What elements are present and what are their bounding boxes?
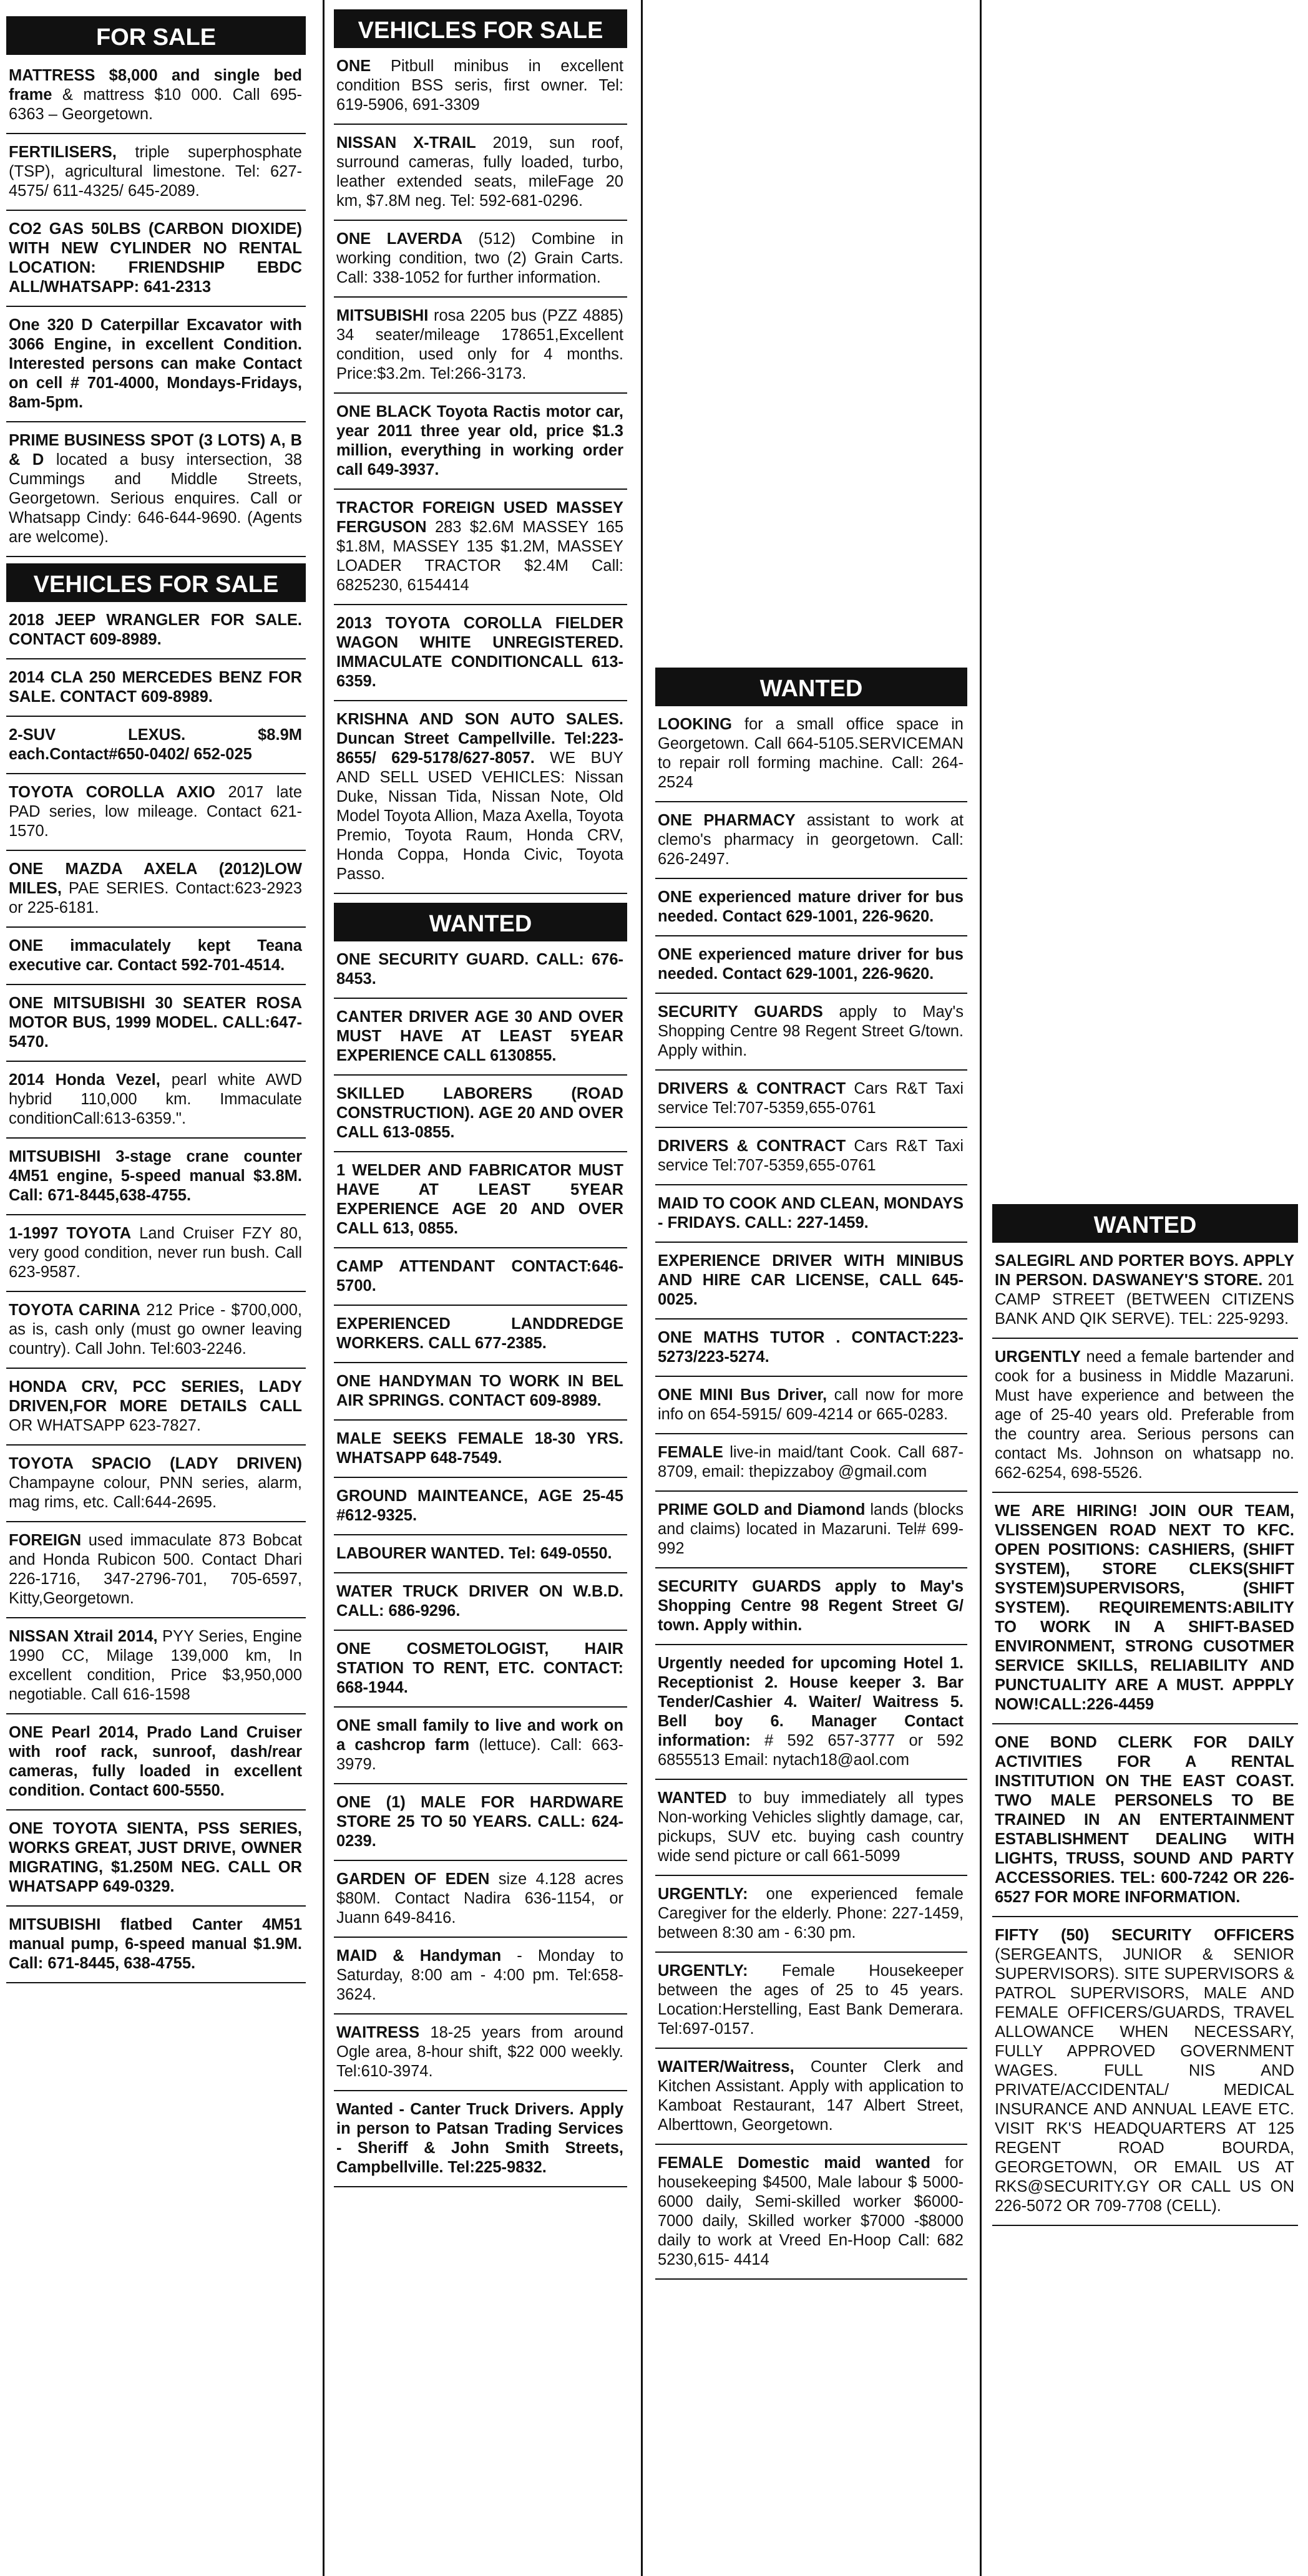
classified-ad [334,1708,627,1784]
classified-ad [334,1478,627,1535]
ad-body-text: (SERGEANTS, JUNIOR & SENIOR SUPERVISORS). SITE SUPERVISORS & PATROL SUPERVISORS, MALE AND FEMALE OFFICERS/GUARDS, TRAVEL ALLOWANCE WHEN NECESSARY, FULLY APPROVED GOVERNMENT WAGES. FULL NIS AND PRIVATE/ACCIDENTAL/ MEDICAL INSURANCE AND ANNUAL LEAVE ETC. VISIT RK'S HEADQUARTERS AT 125 REGENT ROAD BOURDA, GEORGETOWN, OR EMAIL US AT RKS@SECURITY.GY OR CALL US ON 226-5072 OR 709-7708 (CELL). [995,1946,1294,2215]
ad-body-text: size 4.128 acres $80M. Contact Nadira 636-1154, or Juann 649-8416. [336,1870,623,1927]
classified-ad [992,1493,1298,1724]
ad-body-text: WE BUY AND SELL USED VEHICLES: Nissan Duke, Nissan Tida, Nissan Note, Old Model Toyota Allion, Maza Axella, Toyota Premio, Toyota Raum, Honda CRV, Honda Coppa, Honda Civic, Toyota Passo. [336,749,623,883]
section-header-wanted: WANTED [992,1204,1298,1243]
classified-ad [334,2091,627,2187]
ad-body-text: apply to May's Shopping Centre 98 Regent Street G/town. Apply within. [658,1003,964,1059]
ad-body-text: used immaculate 873 Bobcat and Honda Rubicon 500. Contact Dhari 226-1716, 347-2796-701, 705-6597, Kitty,Georgetown. [9,1532,302,1607]
ad-lead-text: ONE MINI Bus Driver, [658,1386,827,1404]
classified-ad [6,851,306,928]
ad-body-text: 283 $2.6M MASSEY 165 $1.8M, MASSEY 135 $1.2M, MASSEY LOADER TRACTOR $2.4M Call: 6825230, 6154414 [336,518,623,594]
ad-lead-text: WE ARE HIRING! JOIN OUR TEAM, VLISSENGEN ROAD NEXT TO KFC. OPEN POSITIONS: CASHIERS, (SHIFT SYSTEM), STORE CLEKS(SHIFT SYSTEM)SUPERVISORS, (SHIFT SYSTEM). REQUIREMENTS:ABILITY TO WORK IN A SHIFT-BASED ENVIRONMENT, STRONG CUSOTMER SERVICE SKILLS, RELIABILITY AND PUNCTUALITY ARE A MUST. APPPLY NOW!CALL:226-4459 [995,1502,1294,1713]
ad-lead-text: Urgently needed for upcoming Hotel 1. Receptionist 2. House keeper 3. Bar Tender/Cashier 4. Waiter/ Waitress 5. Bell boy 6. Manager Contact information: [658,1655,964,1749]
ad-lead-text: WAITRESS [336,2024,420,2041]
ad-lead-text: MITSUBISHI 3-stage crane counter 4M51 engine, 5-speed manual $3.8M. Call: 671-8445,638-4755. [9,1148,302,1204]
ad-lead-text: 2018 JEEP WRANGLER FOR SALE. CONTACT 609-8989. [9,611,302,648]
classified-ad [6,422,306,557]
classified-ad [6,1522,306,1618]
section-header-vehicles-for-sale: VEHICLES FOR SALE [334,9,627,48]
ad-lead-text: FIFTY (50) SECURITY OFFICERS [995,1927,1294,1944]
classified-ad [655,1876,967,1953]
classified-ad [6,57,306,134]
vehicle-ad-list [6,602,306,1983]
classified-ad [334,1784,627,1861]
ad-lead-text: NISSAN Xtrail 2014, [9,1628,158,1645]
ad-body-text: assistant to work at clemo's pharmacy in georgetown. Call: 626-2497. [658,812,964,868]
ad-lead-text: GROUND MAINTEANCE, AGE 25-45 #612-9325. [336,1487,623,1524]
classified-ad [6,307,306,422]
ad-lead-text: WANTED [658,1789,727,1807]
section-header-wanted: WANTED [655,668,967,706]
classified-ad [655,936,967,994]
ad-body-text: PYY Series, Engine 1990 CC, Milage 139,000 km, In excellent condition, Price $3,950,000 negotiable. Call 616-1598 [9,1628,302,1703]
ad-lead-text: PRIME GOLD and Diamond [658,1501,866,1519]
ad-body-text: lands (blocks and claims) located in Mazaruni. Tel# 699-992 [658,1501,964,1557]
ad-lead-text: GARDEN OF EDEN [336,1870,490,1888]
classified-ad [655,2049,967,2145]
classified-ad [334,1861,627,1938]
ad-body-text: (512) Combine in working condition, two (2) Grain Carts. Call: 338-1052 for further information. [336,230,623,286]
classified-ad [334,2015,627,2091]
ad-lead-text: ONE small family to live and work on a cashcrop farm [336,1717,623,1754]
classified-ad [334,605,627,701]
classified-ad [334,1076,627,1152]
ad-body-text: - Monday to Saturday, 8:00 am - 4:00 pm. Tel:658-3624. [336,1947,623,2003]
ad-lead-text: ONE MATHS TUTOR . CONTACT:223-5273/223-5274. [658,1329,964,1366]
ad-lead-text: DRIVERS & CONTRACT [658,1137,846,1155]
classified-ad [6,211,306,307]
ad-lead-text: MAID & Handyman [336,1947,502,1965]
classified-ad [992,1243,1298,1339]
ad-lead-text: MAID TO COOK AND CLEAN, MONDAYS - FRIDAYS. CALL: 227-1459. [658,1195,964,1232]
classified-ad [334,1248,627,1306]
ad-lead-text: ONE BLACK Toyota Ractis motor car, year 2011 three year old, price $1.3 million, everything in working order call 649-3937. [336,403,623,479]
ad-lead-text: EXPERIENCE DRIVER WITH MINIBUS AND HIRE CAR LICENSE, CALL 645-0025. [658,1252,964,1308]
ad-lead-text: URGENTLY: [658,1962,748,1980]
ad-lead-text: 2-SUV LEXUS. $8.9M each.Contact#650-0402/ 652-025 [9,726,302,763]
ad-lead-text: 1 WELDER AND FABRICATOR MUST HAVE AT LEAST 5YEAR EXPERIENCE AGE 20 AND OVER CALL 613, 0855. [336,1162,623,1237]
ad-body-text: Counter Clerk and Kitchen Assistant. Apply with application to Kamboat Restaurant, 147 Albert Street, Alberttown, Georgetown. [658,2058,964,2134]
wanted-ad-list [655,706,967,2280]
ad-lead-text: ONE TOYOTA SIENTA, PSS SERIES, WORKS GREAT, JUST DRIVE, OWNER MIGRATING, $1.250M NEG. CALL OR WHATSAPP 649-0329. [9,1820,302,1895]
ad-lead-text: ONE MITSUBISHI 30 SEATER ROSA MOTOR BUS, 1999 MODEL. CALL:647-5470. [9,994,302,1051]
classified-ad [655,1492,967,1568]
ad-body-text: 2017 late PAD series, low mileage. Contact 621-1570. [9,784,302,840]
ad-lead-text: ONE experienced mature driver for bus needed. Contact 629-1001, 226-9620. [658,946,964,983]
classified-ad [334,1573,627,1631]
classified-ad [6,1062,306,1139]
ad-body-text: PAE SERIES. Contact:623-2923 or 225-6181. [9,880,302,916]
classified-ad [334,394,627,490]
ad-body-text: located a busy intersection, 38 Cummings and Middle Streets, Georgetown. Serious enquires. Call or Whatsapp Cindy: 646-644-9690. (Agents are welcome). [9,451,302,546]
ad-lead-text: ONE BOND CLERK FOR DAILY ACTIVITIES FOR A RENTAL INSTITUTION ON THE EAST COAST. TWO MALE PERSONELS TO BE TRAINED IN AN ENTERTAINMENT ESTABLISHMENT DEALING WITH LIGHTS, TRUSS, SOUND AND PARTY ACCESSORIES. TEL: 600-7242 OR 226-6527 FOR MORE INFORMATION. [995,1734,1294,1906]
ad-body-text: 201 CAMP STREET (BETWEEN CITIZENS BANK AND QIK SERVE). TEL: 225-9293. [995,1271,1294,1328]
ad-body-text: call now for more info on 654-5915/ 609-4214 or 665-0283. [658,1386,964,1423]
ad-body-text: 2019, sun roof, surround cameras, fully loaded, turbo, leather extended seats, mileFage 20 km, $7.8M neg. Tel: 592-681-0296. [336,134,623,210]
ad-lead-text: CO2 GAS 50LBS (CARBON DIOXIDE) WITH NEW CYLINDER NO RENTAL LOCATION: FRIENDSHIP EBDC ALL/WHATSAPP: 641-2313 [9,220,302,296]
ad-lead-text: 2014 CLA 250 MERCEDES BENZ FOR SALE. CONTACT 609-8989. [9,669,302,706]
ad-lead-text: ONE Pearl 2014, Prado Land Cruiser with roof rack, sunroof, dash/rear cameras, fully loaded in excellent condition. Contact 600-5550. [9,1724,302,1799]
ad-body-text: need a female bartender and cook for a business in Middle Mazaruni. Must have experience and between the age of 25-40 years old. Preferable from the country area. Serious persons can contact Ms. Johnson on whatsapp no. 662-6254, 698-5526. [995,1348,1294,1482]
classified-ad [655,1320,967,1377]
classified-ad [6,1714,306,1810]
classified-ad [992,1917,1298,2226]
ad-body-text: rosa 2205 bus (PZZ 4885) 34 seater/mileage 178651,Excellent condition, used only for 4 months. Price:$3.2m. Tel:266-3173. [336,307,623,382]
ad-lead-text: ONE SECURITY GUARD. CALL: 676-8453. [336,951,623,988]
ad-lead-text: SALEGIRL AND PORTER BOYS. APPLY IN PERSON. DASWANEY'S STORE. [995,1252,1294,1289]
classified-ad [655,1185,967,1243]
classified-ad [655,1071,967,1128]
classified-ad [334,298,627,394]
ad-body-text: 18-25 years from around Ogle area, 8-hour shift, $22 000 weekly. Tel:610-3974. [336,2024,623,2080]
ad-body-text: live-in maid/tant Cook. Call 687-8709, email: thepizzaboy @gmail.com [658,1444,964,1480]
classified-ad [6,1618,306,1714]
ad-body-text: Land Cruiser FZY 80, very good condition, never run bush. Call 623-9587. [9,1225,302,1281]
classified-ad [334,125,627,221]
ad-lead-text: ONE HANDYMAN TO WORK IN BEL AIR SPRINGS. CONTACT 609-8989. [336,1373,623,1409]
ad-lead-text: ONE immaculately kept Teana executive car. Contact 592-701-4514. [9,937,302,974]
ad-body-text: triple superphosphate (TSP), agricultural limestone. Tel: 627-4575/ 611-4325/ 645-2089. [9,143,302,200]
ad-lead-text: ONE [336,57,371,75]
ad-lead-text: ONE COSMETOLOGIST, HAIR STATION TO RENT, ETC. CONTACT: 668-1944. [336,1640,623,1696]
ad-body-text: & mattress $10 000. Call 695-6363 – Georgetown. [9,86,302,123]
ad-body-text: (lettuce). Call: 663-3979. [336,1736,623,1773]
classified-ad [655,1645,967,1780]
ad-lead-text: WAITER/Waitress, [658,2058,794,2076]
classified-ad [6,928,306,985]
classified-ad [334,941,627,999]
classified-ad [334,1152,627,1248]
ad-body-text: Female Housekeeper between the ages of 25 to 45 years. Location:Herstelling, East Bank Demerara. Tel:697-0157. [658,1962,964,2038]
classified-ad [655,879,967,936]
section-header-for-sale: FOR SALE [6,16,306,55]
ad-lead-text: MITSUBISHI [336,307,429,324]
ad-lead-text: TRACTOR FOREIGN USED MASSEY FERGUSON [336,499,623,536]
classified-ad [6,1139,306,1215]
ad-body-text: 212 Price - $700,000, as is, cash only (must go owner leaving country). Call John. Tel:603-2246. [9,1301,302,1358]
ad-lead-text: CAMP ATTENDANT CONTACT:646-5700. [336,1258,623,1295]
ad-body-text: Pitbull minibus in excellent condition BSS seris, first owner. Tel: 619-5906, 691-3309 [336,57,623,114]
classified-ad [6,134,306,211]
ad-body-text: to buy immediately all types Non-working Vehicles slightly damage, car, pickups, SUV etc. buying cash country wide send picture or call 661-5099 [658,1789,964,1865]
column-1 [6,0,306,1983]
classified-ad [6,1810,306,1907]
ad-lead-text: NISSAN X-TRAIL [336,134,476,152]
column-3 [655,668,967,2280]
classified-ad [6,1907,306,1983]
ad-lead-text: 2014 Honda Vezel, [9,1071,160,1089]
ad-body-text: for housekeeping $4500, Male labour $ 5000-6000 daily, Semi-skilled worker $6000-7000 daily, Skilled worker $7000 -$8000 daily to work at Vreed En-Hoop Call: 682 5230,615- 4414 [658,2154,964,2268]
classified-ad [334,701,627,894]
ad-lead-text: HONDA CRV, PCC SERIES, LADY DRIVEN,FOR MORE DETAILS CALL [9,1378,302,1415]
ad-lead-text: MATTRESS $8,000 and single bed frame [9,67,302,104]
classified-ad [334,48,627,125]
classified-ad [655,802,967,879]
ad-body-text: pearl white AWD hybrid 110,000 km. Immaculate conditionCall:613-6359.". [9,1071,303,1127]
classified-ad [334,1938,627,2015]
ad-lead-text: FERTILISERS, [9,143,117,161]
ad-lead-text: 2013 TOYOTA COROLLA FIELDER WAGON WHITE UNREGISTERED. IMMACULATE CONDITIONCALL 613-6359. [336,615,623,690]
ad-lead-text: ONE LAVERDA [336,230,463,248]
ad-body-text: one experienced female Caregiver for the elderly. Phone: 227-1459, between 8:30 am - 6:30 pm. [658,1885,964,1942]
classified-ad [334,1421,627,1478]
ad-lead-text: DRIVERS & CONTRACT [658,1080,846,1097]
ad-lead-text: CANTER DRIVER AGE 30 AND OVER MUST HAVE AT LEAST 5YEAR EXPERIENCE CALL 6130855. [336,1008,623,1064]
ad-lead-text: ONE PHARMACY [658,812,796,829]
ad-lead-text: ONE experienced mature driver for bus needed. Contact 629-1001, 226-9620. [658,888,964,925]
classified-ad [655,1243,967,1320]
classified-ad [334,221,627,298]
wanted-ad-list [334,941,627,2187]
ad-lead-text: SECURITY GUARDS [658,1003,823,1021]
ad-lead-text: ONE (1) MALE FOR HARDWARE STORE 25 TO 50 YEARS. CALL: 624-0239. [336,1794,623,1850]
ad-lead-text: FEMALE [658,1444,723,1461]
section-header-wanted: WANTED [334,903,627,941]
ad-lead-text: 1-1997 TOYOTA [9,1225,132,1242]
classified-ad [6,717,306,774]
ad-body-text: Cars R&T Taxi service Tel:707-5359,655-0761 [658,1137,964,1174]
classified-ad [655,1128,967,1185]
ad-lead-text: SECURITY GUARDS apply to May's Shopping Centre 98 Regent Street G/ town. Apply within. [658,1578,964,1634]
column-rule [980,0,982,2576]
classified-ad [655,1377,967,1434]
classified-ad [655,1568,967,1645]
column-rule [323,0,325,2576]
column-4 [992,1204,1298,2226]
ad-lead-text: PRIME BUSINESS SPOT (3 LOTS) A, B & D [9,432,302,469]
classified-ad [655,706,967,802]
ad-lead-text: URGENTLY [995,1348,1081,1366]
classified-ad [6,1292,306,1369]
classified-ad [334,1535,627,1573]
classified-ad [334,999,627,1076]
classified-ad [6,602,306,659]
ad-lead-text: One 320 D Caterpillar Excavator with 3066 Engine, in excellent Condition. Interested persons can make Contact on cell # 701-4000, Mondays-Fridays, 8am-5pm. [9,316,302,411]
column-2 [334,9,627,2187]
classified-ad [6,985,306,1062]
ad-body-text: # 592 657-3777 or 592 6855513 Email: nytach18@aol.com [658,1732,964,1769]
ad-lead-text: ONE MAZDA AXELA (2012)LOW MILES, [9,860,302,897]
classified-ad [6,1446,306,1522]
ad-lead-text: WATER TRUCK DRIVER ON W.B.D. CALL: 686-9296. [336,1583,623,1620]
vehicle-ad-list [334,48,627,894]
classified-ad [655,994,967,1071]
ad-body-text: OR WHATSAPP 623-7827. [9,1417,202,1434]
ad-lead-text: URGENTLY: [658,1885,748,1903]
classified-ad [655,1953,967,2049]
ad-lead-text: TOYOTA SPACIO (LADY DRIVEN) [9,1455,302,1472]
ad-lead-text: EXPERIENCED LANDDREDGE WORKERS. CALL 677-2385. [336,1315,623,1352]
classified-ad [655,1434,967,1492]
ad-lead-text: FEMALE Domestic maid wanted [658,2154,930,2172]
ad-lead-text: LOOKING [658,716,732,733]
ad-lead-text: MITSUBISHI flatbed Canter 4M51 manual pump, 6-speed manual $1.9M. Call: 671-8445, 638-4755. [9,1916,302,1972]
ad-body-text: Champayne colour, PNN series, alarm, mag rims, etc. Call:644-2695. [9,1474,302,1511]
section-header-vehicles-for-sale: VEHICLES FOR SALE [6,563,306,602]
classified-ad [992,1339,1298,1493]
ad-body-text: for a small office space in Georgetown. Call 664-5105.SERVICEMAN to repair roll forming machine. Call: 264-2524 [658,716,964,791]
classified-ad [6,1369,306,1446]
ad-lead-text: KRISHNA AND SON AUTO SALES. Duncan Street Campellville. Tel:223-8655/ 629-5178/627-8057. [336,711,623,767]
column-rule [641,0,643,2576]
ad-lead-text: Wanted - Canter Truck Drivers. Apply in person to Patsan Trading Services - Sheriff & John Smith Streets, Campbellville. Tel:225-9832. [336,2101,623,2176]
ad-lead-text: TOYOTA CARINA [9,1301,141,1319]
ad-lead-text: MALE SEEKS FEMALE 18-30 YRS. WHATSAPP 648-7549. [336,1430,623,1467]
ad-lead-text: FOREIGN [9,1532,82,1549]
ad-lead-text: LABOURER WANTED. Tel: 649-0550. [336,1545,612,1562]
classified-ad [334,1306,627,1363]
classified-ad [6,1215,306,1292]
classified-ad [992,1724,1298,1917]
for-sale-list [6,57,306,557]
classified-ad [655,1780,967,1876]
classified-ad [6,659,306,717]
ad-lead-text: TOYOTA COROLLA AXIO [9,784,215,801]
classified-ad [334,1363,627,1421]
classified-ad [655,2145,967,2280]
wanted-ad-list [992,1243,1298,2226]
ad-body-text: Cars R&T Taxi service Tel:707-5359,655-0761 [658,1080,964,1117]
classified-ad [334,1631,627,1708]
classified-ad [6,774,306,851]
classified-ad [334,490,627,605]
ad-lead-text: SKILLED LABORERS (ROAD CONSTRUCTION). AGE 20 AND OVER CALL 613-0855. [336,1085,623,1141]
